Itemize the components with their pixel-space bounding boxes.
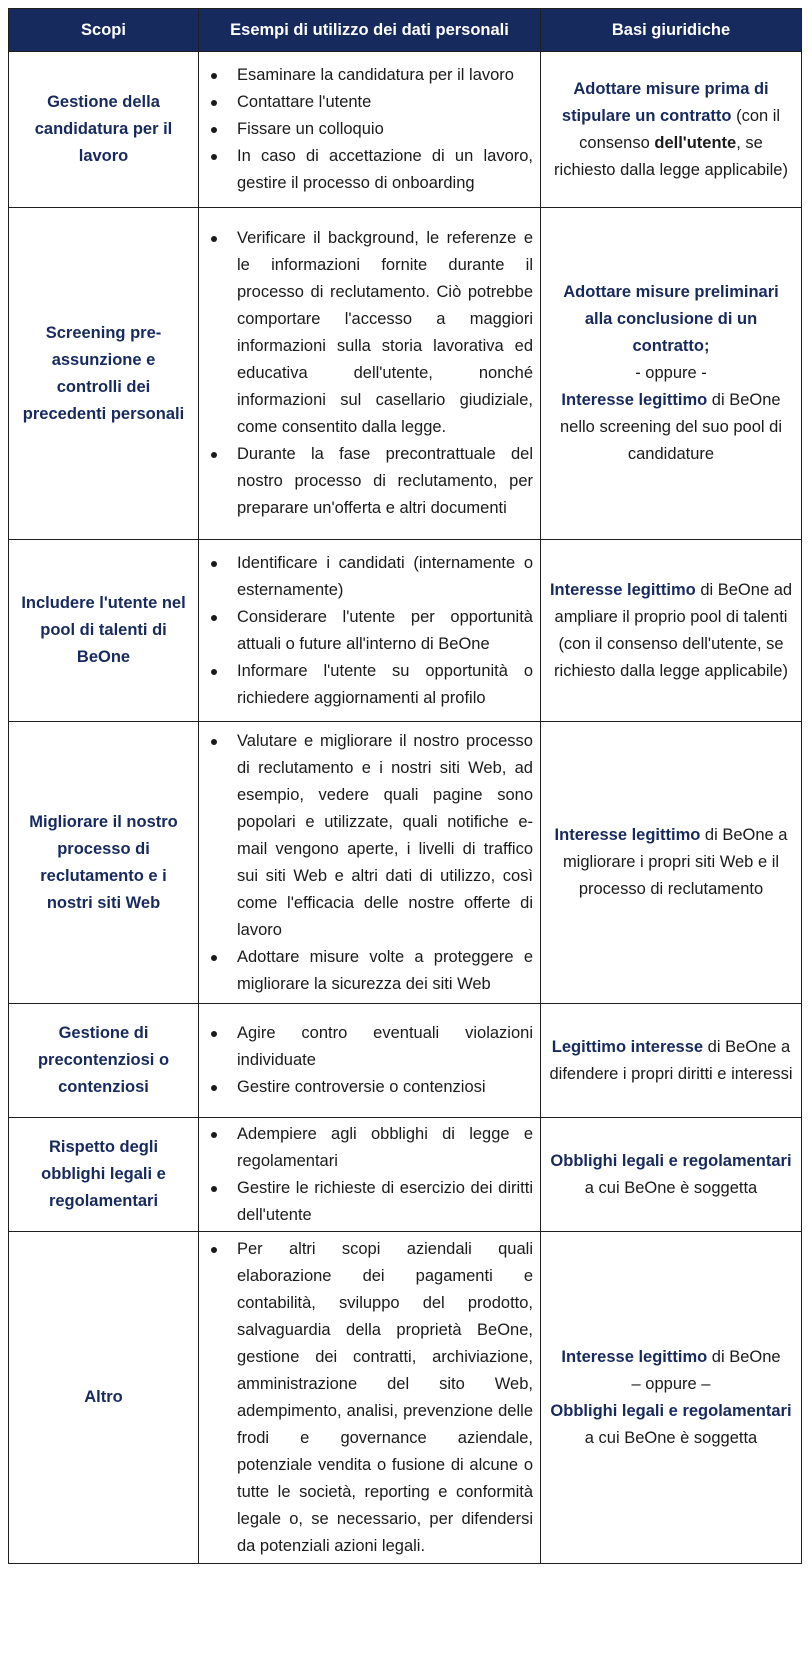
basis-text: di BeOne a difendere i propri diritti e interessi — [549, 1037, 793, 1083]
basis-emphasis: dell'utente — [654, 133, 737, 152]
list-item: Gestire controversie o contenziosi — [237, 1074, 533, 1101]
basis-emphasis: Interesse legittimo — [561, 1347, 708, 1366]
scope-cell: Screening pre-assunzione e controlli dei precedenti personali — [9, 208, 199, 540]
basis-emphasis: Legittimo interesse — [551, 1037, 704, 1056]
list-item: Per altri scopi aziendali quali elaborazione dei pagamenti e contabilità, sviluppo del prodotto, salvaguardia della proprietà BeOne, gestione dei contratti, archiviazione, amministrazione del sito Web, adempimento, analisi, prevenzione delle frodi e governance aziendale, potenziale vendita o fusione di alcune o tutte le società, reporting e conformità legale o, se necessario, per difendersi da potenziali azioni legali. — [237, 1236, 533, 1560]
header-examples: Esempi di utilizzo dei dati personali — [199, 9, 541, 52]
basis-text: di BeOne a migliorare i propri siti Web e il processo di reclutamento — [562, 826, 788, 898]
scope-cell: Rispetto degli obblighi legali e regolamentari — [9, 1118, 199, 1232]
basis-emphasis: Interesse legittimo — [549, 580, 696, 599]
examples-list — [237, 1020, 533, 1101]
basis-separator: – oppure – — [631, 1374, 711, 1393]
table-body — [9, 52, 802, 1564]
table-row — [9, 1118, 802, 1232]
table-row — [9, 540, 802, 722]
basis-emphasis: Interesse legittimo — [561, 391, 708, 409]
list-item: Adempiere agli obblighi di legge e regolamentari — [237, 1121, 533, 1175]
list-item: Contattare l'utente — [237, 89, 533, 116]
table-row — [9, 722, 802, 1004]
examples-cell — [199, 208, 541, 540]
examples-list — [237, 1236, 533, 1560]
legal-basis-cell — [541, 722, 802, 1004]
examples-cell — [199, 1232, 541, 1564]
table-row — [9, 1232, 802, 1564]
legal-basis-cell — [541, 540, 802, 722]
scope-cell: Gestione di precontenziosi o contenziosi — [9, 1004, 199, 1118]
examples-list — [237, 62, 533, 197]
table-row — [9, 52, 802, 208]
examples-cell — [199, 52, 541, 208]
basis-text: a cui BeOne è soggetta — [584, 1178, 758, 1197]
basis-text: a cui BeOne è soggetta — [584, 1428, 758, 1447]
list-item: Fissare un colloquio — [237, 116, 533, 143]
list-item: Considerare l'utente per opportunità attuali o future all'interno di BeOne — [237, 604, 533, 658]
list-item: Valutare e migliorare il nostro processo di reclutamento e i nostri siti Web, ad esempio, vedere quali pagine sono popolari e utilizzate, quali notifiche e-mail vengono aperte, i livelli di traffico sui siti Web e altri dati di utilizzo, così come l'efficacia delle nostre offerte di lavoro — [237, 728, 533, 944]
header-scopes: Scopi — [9, 9, 199, 52]
list-item: Gestire le richieste di esercizio dei diritti dell'utente — [237, 1175, 533, 1229]
list-item: Durante la fase precontrattuale del nostro processo di reclutamento, per preparare un'offerta e altri documenti — [237, 441, 533, 522]
scope-cell: Altro — [9, 1232, 199, 1564]
legal-basis-cell — [541, 208, 802, 540]
basis-emphasis: Obblighi legali e regolamentari — [550, 1151, 792, 1170]
header-row — [9, 9, 802, 52]
examples-list — [237, 1121, 533, 1229]
examples-list — [237, 550, 533, 712]
examples-cell — [199, 540, 541, 722]
basis-text: (con il consenso — [579, 106, 781, 152]
table-row — [9, 208, 802, 540]
list-item: Verificare il background, le referenze e le informazioni fornite durante il processo di reclutamento. Ciò potrebbe comportare l'accesso a maggiori informazioni sulla storia lavorativa ed educativa dell'utente, nonché informazioni sul casellario giudiziale, come consentito dalla legge. — [237, 225, 533, 441]
scope-cell: Migliorare il nostro processo di reclutamento e i nostri siti Web — [9, 722, 199, 1004]
basis-text: di BeOne — [707, 1347, 781, 1366]
scope-cell: Includere l'utente nel pool di talenti di BeOne — [9, 540, 199, 722]
basis-emphasis: Adottare misure prima di stipulare un contratto — [561, 79, 769, 125]
basis-emphasis: Obblighi legali e regolamentari — [550, 1401, 792, 1420]
basis-separator: - oppure - — [635, 364, 707, 382]
header-legal-basis: Basi giuridiche — [541, 9, 802, 52]
scope-cell: Gestione della candidatura per il lavoro — [9, 52, 199, 208]
examples-cell — [199, 722, 541, 1004]
legal-basis-cell — [541, 52, 802, 208]
legal-basis-cell — [541, 1004, 802, 1118]
legal-basis-table — [8, 8, 802, 1564]
table-row — [9, 1004, 802, 1118]
basis-emphasis: Adottare misure preliminari alla conclusione di un contratto; — [563, 283, 779, 355]
examples-cell — [199, 1004, 541, 1118]
list-item: Informare l'utente su opportunità o richiedere aggiornamenti al profilo — [237, 658, 533, 712]
basis-emphasis: Interesse legittimo — [554, 826, 701, 844]
list-item: Agire contro eventuali violazioni individuate — [237, 1020, 533, 1074]
list-item: Identificare i candidati (internamente o esternamente) — [237, 550, 533, 604]
legal-basis-cell — [541, 1118, 802, 1232]
list-item: Adottare misure volte a proteggere e migliorare la sicurezza dei siti Web — [237, 944, 533, 998]
basis-text: di BeOne ad ampliare il proprio pool di talenti (con il consenso dell'utente, se richiesto dalla legge applicabile) — [554, 580, 793, 680]
list-item: In caso di accettazione di un lavoro, gestire il processo di onboarding — [237, 143, 533, 197]
basis-text: di BeOne nello screening del suo pool di candidature — [560, 391, 782, 463]
list-item: Esaminare la candidatura per il lavoro — [237, 62, 533, 89]
examples-cell — [199, 1118, 541, 1232]
basis-text: , se richiesto dalla legge applicabile) — [554, 133, 788, 179]
legal-basis-cell — [541, 1232, 802, 1564]
examples-list — [237, 225, 533, 522]
examples-list — [237, 728, 533, 998]
